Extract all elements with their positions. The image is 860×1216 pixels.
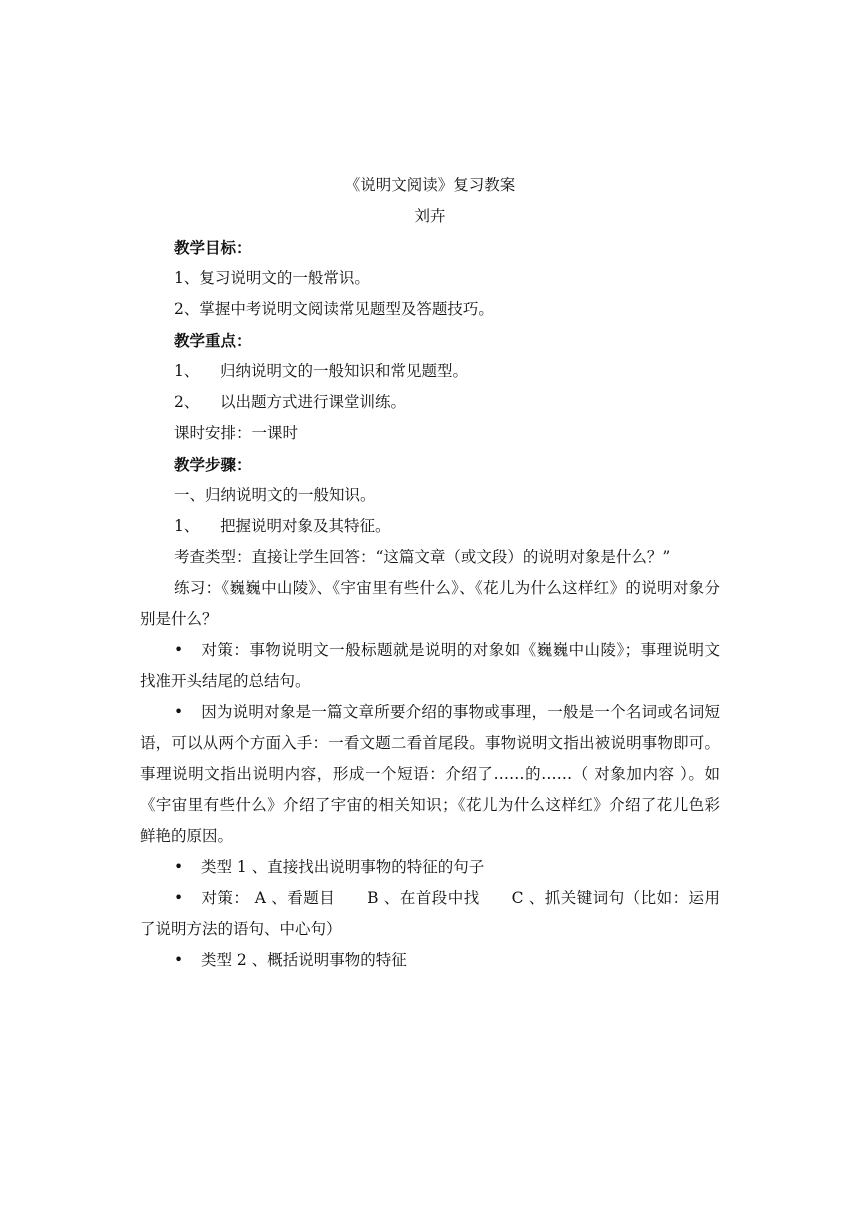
exercise-paragraph: 练习：《巍巍中山陵》、《宇宙里有些什么》、《花儿为什么这样红》的说明对象分别是什么？: [140, 579, 720, 628]
goal-item-1: 1、复习说明文的一般常识。: [174, 269, 370, 287]
focus-item-2-number: 2、: [174, 393, 200, 411]
schedule-line: 课时安排：一课时: [174, 424, 299, 442]
bullet-item-4: [140, 883, 720, 945]
bullet-item-2-text: 因为说明对象是一篇文章所要介绍的事物或事理，一般是一个名词或名词短语，可以从两个方面入手：一看文题二看首尾段。事物说明文指出被说明事物即可。事理说明文指出说明内容，形成一个短语：介绍了……的……（ 对象加内容 ）。如《宇宙里有些什么》介绍了宇宙的相关知识；《花儿为什么这样红》介绍了花儿色彩鲜艳的原因。: [140, 703, 720, 845]
goal-item-2: 2、掌握中考说明文阅读常见题型及答题技巧。: [174, 300, 494, 318]
steps-heading: 教学步骤：: [174, 455, 252, 474]
bullet-marker: •: [174, 951, 184, 969]
focus-item-1: [140, 356, 720, 387]
bullet-item-5: [140, 945, 720, 976]
step-1-1-text: 把握说明对象及其特征。: [220, 517, 391, 535]
bullet-item-3-text: 类型 1 、直接找出说明事物的特征的句子: [201, 858, 485, 876]
bullet-marker: •: [174, 703, 184, 721]
bullet-item-3: [140, 852, 720, 883]
exam-type-line: 考查类型：直接让学生回答：“这篇文章（或文段）的说明对象是什么？”: [174, 548, 671, 566]
bullet-item-4-text: 对策： A 、看题目 B 、在首段中找 C 、抓关键词句（比如：运用了说明方法的语句、中心句）: [140, 889, 720, 938]
focus-item-2-text: 以出题方式进行课堂训练。: [220, 393, 407, 411]
step-1-1-number: 1、: [174, 517, 200, 535]
bullet-item-5-text: 类型 2 、概括说明事物的特征: [201, 951, 407, 969]
focus-heading: 教学重点：: [174, 331, 252, 350]
bullet-marker: •: [174, 858, 184, 876]
bullet-item-1: [140, 635, 720, 697]
document-title: 《说明文阅读》复习教案: [344, 176, 516, 194]
document-author: 刘卉: [414, 207, 446, 225]
bullet-item-1-text: 对策：事物说明文一般标题就是说明的对象如《巍巍中山陵》；事理说明文找准开头结尾的总结句。: [140, 641, 720, 690]
focus-item-2: [140, 387, 720, 418]
step-1: 一、归纳说明文的一般知识。: [174, 486, 376, 504]
bullet-marker: •: [174, 641, 184, 659]
goal-heading: 教学目标：: [174, 238, 252, 257]
step-1-1: [140, 511, 720, 542]
bullet-marker: •: [174, 889, 184, 907]
document-body: [140, 170, 720, 976]
focus-item-1-text: 归纳说明文的一般知识和常见题型。: [220, 362, 469, 380]
focus-item-1-number: 1、: [174, 362, 200, 380]
bullet-item-2: [140, 697, 720, 852]
